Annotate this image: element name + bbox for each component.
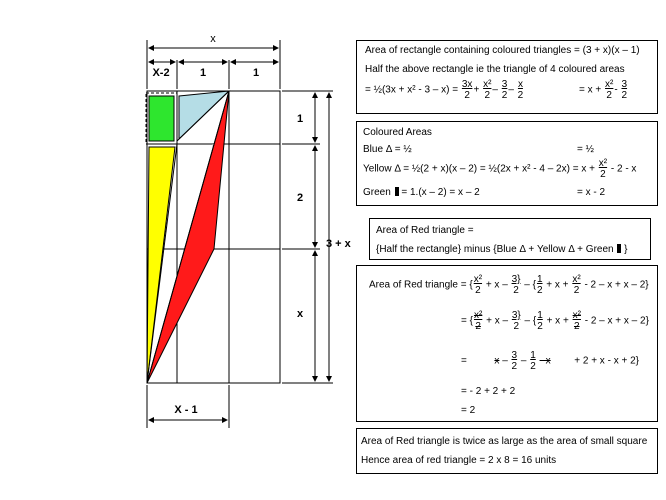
conclusion-box — [356, 428, 658, 474]
arrow — [148, 59, 154, 65]
arrow — [148, 45, 154, 51]
box2-green-label: Green — [363, 187, 391, 198]
box4-r2-mid1: + x – — [486, 315, 509, 327]
label-one-right: 1 — [296, 113, 304, 125]
box2-green-value: = x - 2 — [577, 187, 606, 198]
box4-row4: = - 2 + 2 + 2 — [461, 386, 516, 397]
fraction: $\frac{1}{2}$ — [537, 310, 543, 332]
box1-line1: Area of rectangle containing coloured triangles = (3 + x)(x – 1) — [365, 45, 640, 56]
label-three-plus-x: 3 + x — [326, 238, 351, 250]
box4-r3-tail: + 2 + x - x + 2} — [574, 355, 639, 367]
fraction: $\frac{\text{x²}}{2}$ — [473, 310, 483, 332]
box2-yellow-tail: - 2 - x — [610, 163, 637, 175]
arrow — [312, 137, 318, 143]
fraction: $\frac{\text{x²}}{2}$ — [473, 274, 483, 296]
fraction: $\frac{3}{2}$ — [511, 350, 518, 372]
fraction: $\frac{\text{x²}}{2}$ — [483, 79, 492, 101]
box4-r3-x: x — [494, 355, 500, 367]
fraction: $\frac{\text{x²}}{2}$ — [572, 274, 581, 296]
arrow — [273, 45, 279, 51]
box4-row1 — [369, 274, 649, 296]
box3-line2-end: } — [624, 244, 628, 255]
coloured-areas-box — [356, 121, 658, 206]
box1-line2: Half the above rectangle ie the triangle of 4 coloured areas — [365, 64, 625, 75]
box4-r1-tail: - 2 – x + x – 2} — [584, 279, 649, 291]
label-x-minus-2: X-2 — [152, 67, 170, 79]
green-rectangle — [149, 96, 174, 141]
arrow — [312, 242, 318, 248]
box5-line1: Area of Red triangle is twice as large as the area of small square — [361, 436, 648, 447]
label-one-a: 1 — [199, 67, 207, 79]
box4-r2-mid3: + x + — [546, 315, 569, 327]
box4-r1-prefix: Area of Red triangle = { — [369, 279, 473, 291]
label-x-minus-1: X - 1 — [174, 404, 198, 416]
box3-line2 — [376, 243, 628, 256]
rectangle-area-box — [356, 40, 658, 114]
fraction: $\frac{\text{x²}}{2}$ — [598, 158, 608, 180]
box4-r3-eq: = — [461, 355, 467, 367]
arrow — [312, 376, 318, 382]
box2-green-rest: = 1.(x – 2) = x – 2 — [401, 187, 480, 198]
arrow — [312, 92, 318, 98]
arrow — [170, 59, 176, 65]
box4-r1-mid1: + x – — [485, 279, 508, 291]
fraction: $\frac{3}{2}$ — [501, 79, 508, 101]
fraction: $\frac{3\}}{2}$ — [511, 274, 521, 296]
box4-row3 — [461, 350, 639, 372]
box2-yellow-line — [363, 158, 636, 180]
box2-yellow-label: Yellow Δ = ½(2 + x)(x – 2) = ½(2x + x² - 4 – 2x) = x + — [363, 163, 595, 175]
fraction: $\frac{3}{2}$ — [621, 79, 628, 101]
label-two-right: 2 — [296, 192, 304, 204]
box4-r1-mid2: – { — [524, 279, 536, 291]
arrow — [222, 417, 228, 423]
arrow — [312, 145, 318, 151]
fraction: $\frac{1}{2}$ — [536, 274, 543, 296]
red-triangle-definition-box — [369, 218, 651, 260]
fraction: $\frac{1}{2}$ — [530, 350, 536, 372]
arrow — [230, 59, 236, 65]
arrow — [273, 59, 279, 65]
fraction: $\frac{3\}}{2}$ — [511, 310, 521, 332]
arrow — [326, 376, 332, 382]
box4-r3-mid2: - x — [539, 355, 551, 367]
fraction: $\frac{\text{x²}}{2}$ — [605, 79, 614, 101]
box1-line3: = ½(3x + x² - 3 – x) = $\frac{3x}{2}$ + $\frac{\text{x²}}{2}$ – $\frac{3}{2}$ – $\frac{x}{2}$ — [365, 79, 524, 101]
red-triangle-calculation-box — [356, 265, 658, 422]
small-square-icon — [395, 187, 399, 196]
fraction: $\frac{3x}{2}$ — [461, 79, 473, 101]
box2-blue-label: Blue Δ = ½ — [363, 144, 412, 155]
label-one-b: 1 — [252, 67, 260, 79]
box2-green-line — [363, 186, 480, 199]
box4-r2-tail: - 2 – x + x – 2} — [584, 315, 649, 327]
arrow — [222, 59, 228, 65]
box1-line3-right: = x + $\frac{\text{x²}}{2}$ - $\frac{3}{2}$ — [579, 79, 628, 101]
label-x-right: x — [296, 308, 304, 320]
box4-row2 — [461, 310, 649, 332]
box2-blue-value: = ½ — [577, 144, 594, 155]
arrow — [178, 59, 184, 65]
fraction: $\frac{x}{2}$ — [517, 79, 524, 101]
arrow — [326, 92, 332, 98]
box4-r3-mid: – — [520, 355, 527, 367]
box5-line2: Hence area of red triangle = 2 x 8 = 16 units — [361, 455, 557, 466]
box3-line2-text: {Half the rectangle} minus {Blue Δ + Yellow Δ + Green — [376, 244, 614, 255]
box1-line3-prefix: = ½(3x + x² - 3 – x) = — [365, 84, 459, 96]
box4-r2-prefix: = { — [461, 315, 473, 327]
arrow — [148, 417, 154, 423]
box2-title: Coloured Areas — [363, 127, 432, 138]
box1-line3-right-prefix: = x + — [579, 84, 602, 96]
small-square-icon — [617, 244, 621, 253]
box3-line1: Area of Red triangle = — [376, 225, 474, 236]
box4-r2-mid2: – { — [524, 315, 537, 327]
box4-row5: = 2 — [461, 405, 476, 416]
arrow — [312, 250, 318, 256]
box4-r1-mid3: + x + — [546, 279, 569, 291]
label-x-top: x — [210, 33, 216, 45]
box4-r3-minus: – — [502, 355, 508, 367]
fraction: $\frac{\text{x²}}{2}$ — [572, 310, 581, 332]
